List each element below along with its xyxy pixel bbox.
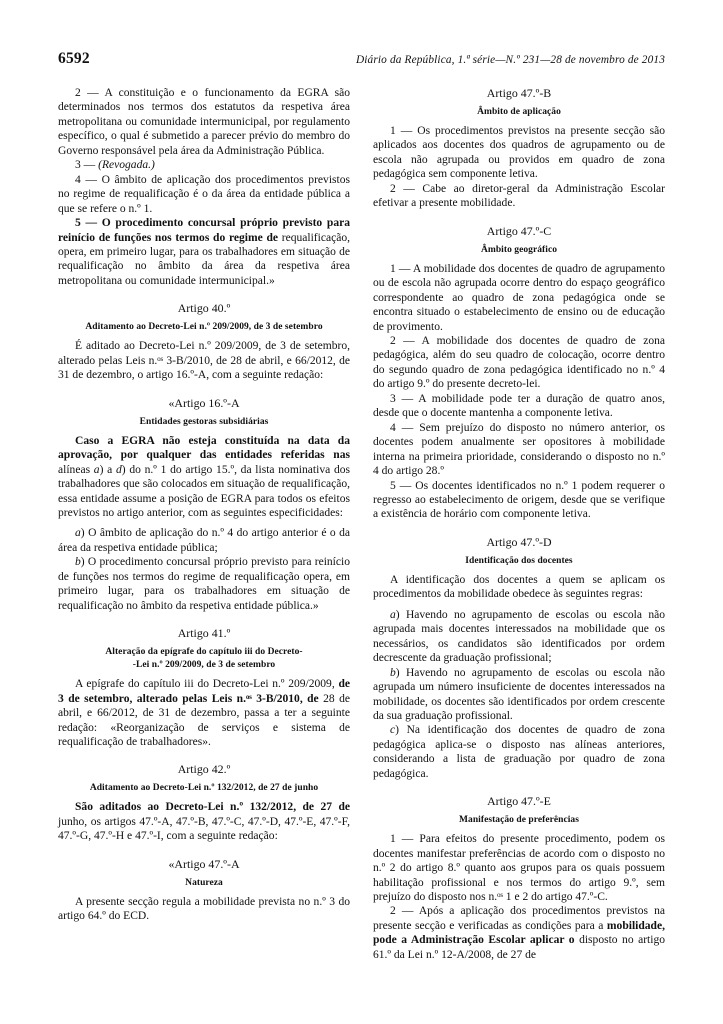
paragraph-47C-1: 1 — A mobilidade dos docentes de quadro de agrupamento ou de escola não agrupada ocorre dentro do espaço geográfico correspondente ao quadro de zona pedagógica onde se encontra situado o estabelecimento de ensino ou de educação de provimento. [373,262,665,333]
art42-rest: junho, os artigos 47.º-A, 47.º-B, 47.º-C, 47.º-D, 47.º-E, 47.º-F, 47.º-G, 47.º-H e 47.º-I, com a seguinte redação: [58,815,350,843]
alinea-b-text: ) Havendo no agrupamento de escolas ou escola não agrupada um número insuficiente de docentes interessados na mobilidade, os docentes são identificados por ordem crescente da sua graduação profissional. [373,666,665,722]
article-subtitle-40: Aditamento ao Decreto-Lei n.º 209/2009, de 3 de setembro [85,322,323,333]
paragraph-47B-1: 1 — Os procedimentos previstos na presente secção são aplicados aos docentes dos quadros de agrupamento ou de escola não agrupada ou providos em quadro de zona pedagógica sem componente letiva. [373,125,665,181]
article-heading-47B: Artigo 47.º-B [486,86,552,100]
paragraph-art39-5 [58,216,350,288]
body-columns [58,86,665,1011]
p16A-alinea-a: a [93,463,100,476]
alinea-b-text: ) O procedimento concursal próprio previsto para reinício de funções nos termos do regime de requalificação opera, em primeiro lugar, para os trabalhadores em situação de requalificação no âmbito da respetiva entidade pública.» [58,556,350,612]
paragraph-art40-body: É aditado ao Decreto-Lei n.º 209/2009, de 3 de setembro, alterado pelas Leis n.ᵒˢ 3-B/2010, de 28 de abril, e 66/2012, de 31 de dezembro, o artigo 16.º-A, com a seguinte redação: [58,340,350,382]
alinea-marker-a: a [390,608,396,621]
article-heading-47D: Artigo 47.º-D [486,534,552,549]
p16A-alineas-mid: ) a [99,463,117,476]
paragraph-47C-5: 5 — Os docentes identificados no n.º 1 podem requerer o regresso ao estabelecimento de origem, desde que se verifique a existência de horário com componente letiva. [373,479,665,521]
paragraph-47D-alinea-b [373,666,665,724]
paragraph-art42-body [58,800,350,843]
article-heading-16A: «Artigo 16.º-A [168,395,240,410]
page-number: 6592 [58,50,90,67]
article-subtitle-47D: Identificação dos docentes [465,555,573,566]
alinea-marker-a: a [75,527,81,540]
alinea-a-text: ) O âmbito de aplicação do n.º 4 do artigo anterior é o da área da respetiva entidade pública; [58,527,350,554]
article-heading-47A: «Artigo 47.º-A [168,856,240,871]
paragraph-47B-2: 2 — Cabe ao diretor-geral da Administração Escolar efetivar a presente mobilidade. [373,182,665,210]
paragraph-47C-3: 3 — A mobilidade pode ter a duração de quatro anos, desde que o docente mantenha a componente letiva. [373,392,665,420]
p16A-alinea-d: d [116,463,122,476]
right-column [373,86,665,1011]
article-subtitle-47E: Manifestação de preferências [459,815,579,826]
paragraph-art39-4: 4 — O âmbito de aplicação dos procedimentos previstos no regime de requalificação é o da área da entidade pública a que se refere o n.º 1. [58,173,350,215]
publication-title: Diário da República, 1.ª série—N.º 231—28 de novembro de 2013 [355,54,665,66]
art41-lead: A epígrafe do capítulo iii do Decreto-Lei n.º 209/2009, [75,678,339,691]
alinea-marker-b: b [75,556,81,569]
article-subtitle-47C: Âmbito geográfico [480,244,558,255]
article-subtitle-16A: Entidades gestoras subsidiárias [139,416,269,427]
article-subtitle-47A: Natureza [185,877,223,888]
p16A-bold-lead: Caso a EGRA não esteja constituída na data da aprovação, por qualquer das entidades referidas nas [58,434,350,462]
paragraph-47D-alinea-c [373,723,665,781]
paragraph-art39-2: 2 — A constituição e o funcionamento da EGRA são determinados nos termos dos estatutos da respetiva área metropolitana ou comunidade intermunicipal, por regulamento específico, o qual é submetido a parecer prévio do membro do Governo responsável pela área da Administração Pública. [58,87,350,157]
article-heading-42: Artigo 42.º [177,762,231,777]
paragraph-47C-2: 2 — A mobilidade dos docentes de quadro de zona pedagógica, além do seu quadro de colocação, ocorre dentro do segundo quadro de zona pedagógica identificado no n.º 4 do artigo 9.º do presente decreto-lei. [373,334,665,391]
article-heading-40: Artigo 40.º [177,301,231,316]
article-heading-47E: Artigo 47.º-E [487,794,551,809]
paragraph-47C-4: 4 — Sem prejuízo do disposto no número anterior, os docentes podem anualmente ser opositores à mobilidade interna na primeira prioridade, considerando o disposto no n.º 4 do artigo 28.º [373,421,665,478]
paragraph-47E-1: 1 — Para efeitos do presente procedimento, podem os docentes manifestar preferências de acordo com o disposto no n.º 2 do artigo 8.º quanto aos grupos para os quais possuem habilitação profissional e nos termos do artigo 9.º, sem prejuízo do disposto nos n.ᵒˢ 1 e 2 do artigo 47.º-C. [373,833,665,904]
art39-3-revoked: (Revogada.) [98,159,155,172]
art39-3-number: 3 — [75,159,99,172]
article-heading-47C: Artigo 47.º-C [486,223,552,238]
p47E2-rest: disposto no artigo 61.º da Lei n.º 12-A/2008, de 27 de [373,934,666,961]
paragraph-art39-3 [58,158,350,172]
paragraph-16A-body [58,434,350,521]
art42-bold: São aditados ao Decreto-Lei n.º 132/2012, de 27 de [75,801,350,814]
running-head [58,50,665,70]
paragraph-16A-alinea-a [58,526,350,555]
paragraph-47D-intro: A identificação dos docentes a quem se aplicam os procedimentos da mobilidade obedece às seguintes regras: [373,573,665,601]
art41-bold: de 3 de setembro, alterado pelas Leis n.ᵒˢ 3-B/2010, de [58,678,350,705]
paragraph-16A-alinea-b [58,555,350,613]
p16A-alineas-lead: alíneas [58,463,94,476]
paragraph-47D-alinea-a [373,608,665,666]
alinea-marker-c: c [390,724,396,737]
p16A-rest: ) do n.º 1 do artigo 15.º, da lista nominativa dos trabalhadores que são colocados em situação de requalificação, essa entidade assume a posição de EGRA para todos os efeitos previstos no artigo anterior, com as seguintes especificidades: [58,463,350,519]
paragraph-47A-body: A presente secção regula a mobilidade prevista no n.º 3 do artigo 64.º do ECD. [58,895,350,923]
art39-5-rest: requalificação, opera, em primeiro lugar, para os trabalhadores em situação de requalificação no âmbito da área da respetiva área metropolitana ou comunidade intermunicipal.» [58,231,351,287]
article-subtitle-41-line2: -Lei n.º 209/2009, de 3 de setembro [132,660,276,671]
p47E2-bold: mobilidade, pode a Administração Escolar aplicar o [373,919,665,947]
article-subtitle-41-line1: Alteração da epígrafe do capítulo iii do Decreto- [105,647,303,658]
art39-5-bold-lead: 5 — O procedimento concursal próprio previsto para reinício de funções nos termos do regime de [58,217,350,244]
alinea-marker-b: b [390,666,396,679]
alinea-c-text: ) Na identificação dos docentes de quadro de zona pedagógica aplica-se o disposto nas alíneas anteriores, considerando a lista de graduação por quadro de zona pedagógica. [373,724,665,780]
article-subtitle-42: Aditamento ao Decreto-Lei n.º 132/2012, de 27 de junho [89,783,319,794]
article-heading-41: Artigo 41.º [177,626,231,641]
art41-rest: 28 de abril, e 66/2012, de 31 de dezembro, passa a ter a seguinte redação: «Reorganização de serviços e sistema de requalificação de trabalhadores». [58,692,350,748]
left-column [58,86,350,1011]
p47E2-lead: 2 — Após a aplicação dos procedimentos previstos na presente secção e verificadas as condições para a [373,905,665,932]
paragraph-art41-body [58,677,350,749]
article-subtitle-47B: Âmbito de aplicação [477,107,561,117]
paragraph-47E-2 [373,904,665,962]
alinea-a-text: ) Havendo no agrupamento de escolas ou escola não agrupada mais docentes interessados na mobilidade que os necessários, os candidatos são identificados por ordem decrescente da graduação profissional; [373,608,665,665]
